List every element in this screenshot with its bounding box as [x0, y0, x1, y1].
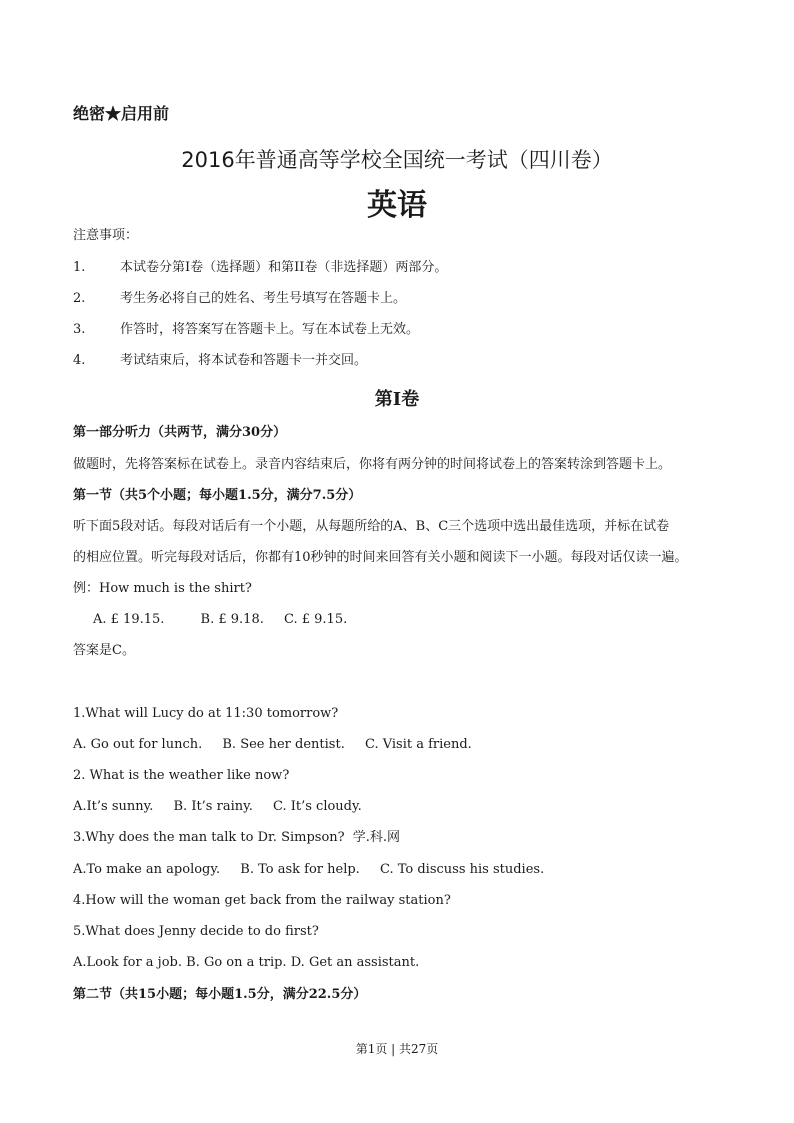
- option: C. £ 9.15.: [284, 612, 348, 627]
- example-question: 例：How much is the shirt?: [73, 581, 252, 596]
- question-4: 4.How will the woman get back from the railway station?: [73, 893, 451, 908]
- section1-heading: 第一节（共5个小题；每小题1.5分，满分7.5分）: [73, 488, 362, 503]
- confidential-label: 绝密★启用前: [73, 104, 170, 123]
- part1-instruction: 做题时，先将答案标在试卷上。录音内容结束后，你将有两分钟的时间将试卷上的答案转涂到答题卡上。: [73, 457, 672, 472]
- notice-item-text: 作答时，将答案写在答题卡上。写在本试卷上无效。: [120, 322, 420, 337]
- question-3: [73, 830, 400, 846]
- example-options: [93, 612, 347, 628]
- notice-item-3: [73, 322, 573, 338]
- option: A. Go out for lunch.: [73, 737, 203, 752]
- notice-heading: 注意事项：: [73, 228, 139, 243]
- volume-title: 第I卷: [374, 389, 420, 410]
- question-2: 2. What is the weather like now?: [73, 768, 290, 783]
- option: A.It’s sunny.: [73, 799, 154, 814]
- notice-item-text: 本试卷分第I卷（选择题）和第II卷（非选择题）两部分。: [120, 260, 448, 275]
- notice-item-4: [73, 353, 573, 369]
- option: C. It’s cloudy.: [273, 799, 362, 814]
- notice-item-text: 考生务必将自己的姓名、考生号填写在答题卡上。: [120, 291, 407, 306]
- question-5: 5.What does Jenny decide to do first?: [73, 924, 319, 939]
- notice-item-number: 1.: [73, 260, 86, 275]
- option: A.To make an apology.: [73, 862, 221, 877]
- option: A. £ 19.15.: [93, 612, 165, 627]
- question-2-options: [73, 799, 362, 815]
- option: A.Look for a job.: [73, 955, 182, 970]
- notice-item-number: 3.: [73, 322, 86, 337]
- option: B. £ 9.18.: [200, 612, 264, 627]
- part1-heading: 第一部分听力（共两节，满分30分）: [73, 425, 287, 440]
- section1-instruction-line2: 的相应位置。听完每段对话后，你都有10秒钟的时间来回答有关小题和阅读下一小题。每段对话仅读一遍。: [73, 550, 688, 565]
- notice-item-number: 4.: [73, 353, 86, 368]
- section2-heading: 第二节（共15小题；每小题1.5分，满分22.5分）: [73, 987, 367, 1002]
- question-text: 3.Why does the man talk to Dr. Simpson?: [73, 830, 345, 845]
- question-1-options: [73, 737, 472, 753]
- question-1: 1.What will Lucy do at 11:30 tomorrow?: [73, 706, 339, 721]
- page-footer: 第1页 | 共27页: [355, 1042, 439, 1056]
- notice-item-1: [73, 260, 573, 276]
- option: C. To discuss his studies.: [379, 862, 545, 877]
- exam-title: 2016年普通高等学校全国统一考试（四川卷）: [181, 148, 613, 172]
- example-answer: 答案是C。: [73, 643, 135, 658]
- watermark-note: 学.科.网: [352, 830, 401, 845]
- option: B. See her dentist.: [222, 737, 345, 752]
- section1-instruction-line1: 听下面5段对话。每段对话后有一个小题，从每题所给的A、B、C三个选项中选出最佳选项，并标在试卷: [73, 519, 670, 534]
- question-5-options: [73, 955, 419, 971]
- option: B. To ask for help.: [240, 862, 360, 877]
- question-3-options: [73, 862, 544, 878]
- subject-title: 英语: [367, 188, 427, 223]
- notice-item-text: 考试结束后，将本试卷和答题卡一并交回。: [120, 353, 368, 368]
- notice-item-number: 2.: [73, 291, 86, 306]
- option: D. Get an assistant.: [290, 955, 420, 970]
- option: B. It’s rainy.: [173, 799, 253, 814]
- notice-item-2: [73, 291, 573, 307]
- option: B. Go on a trip.: [186, 955, 287, 970]
- option: C. Visit a friend.: [364, 737, 472, 752]
